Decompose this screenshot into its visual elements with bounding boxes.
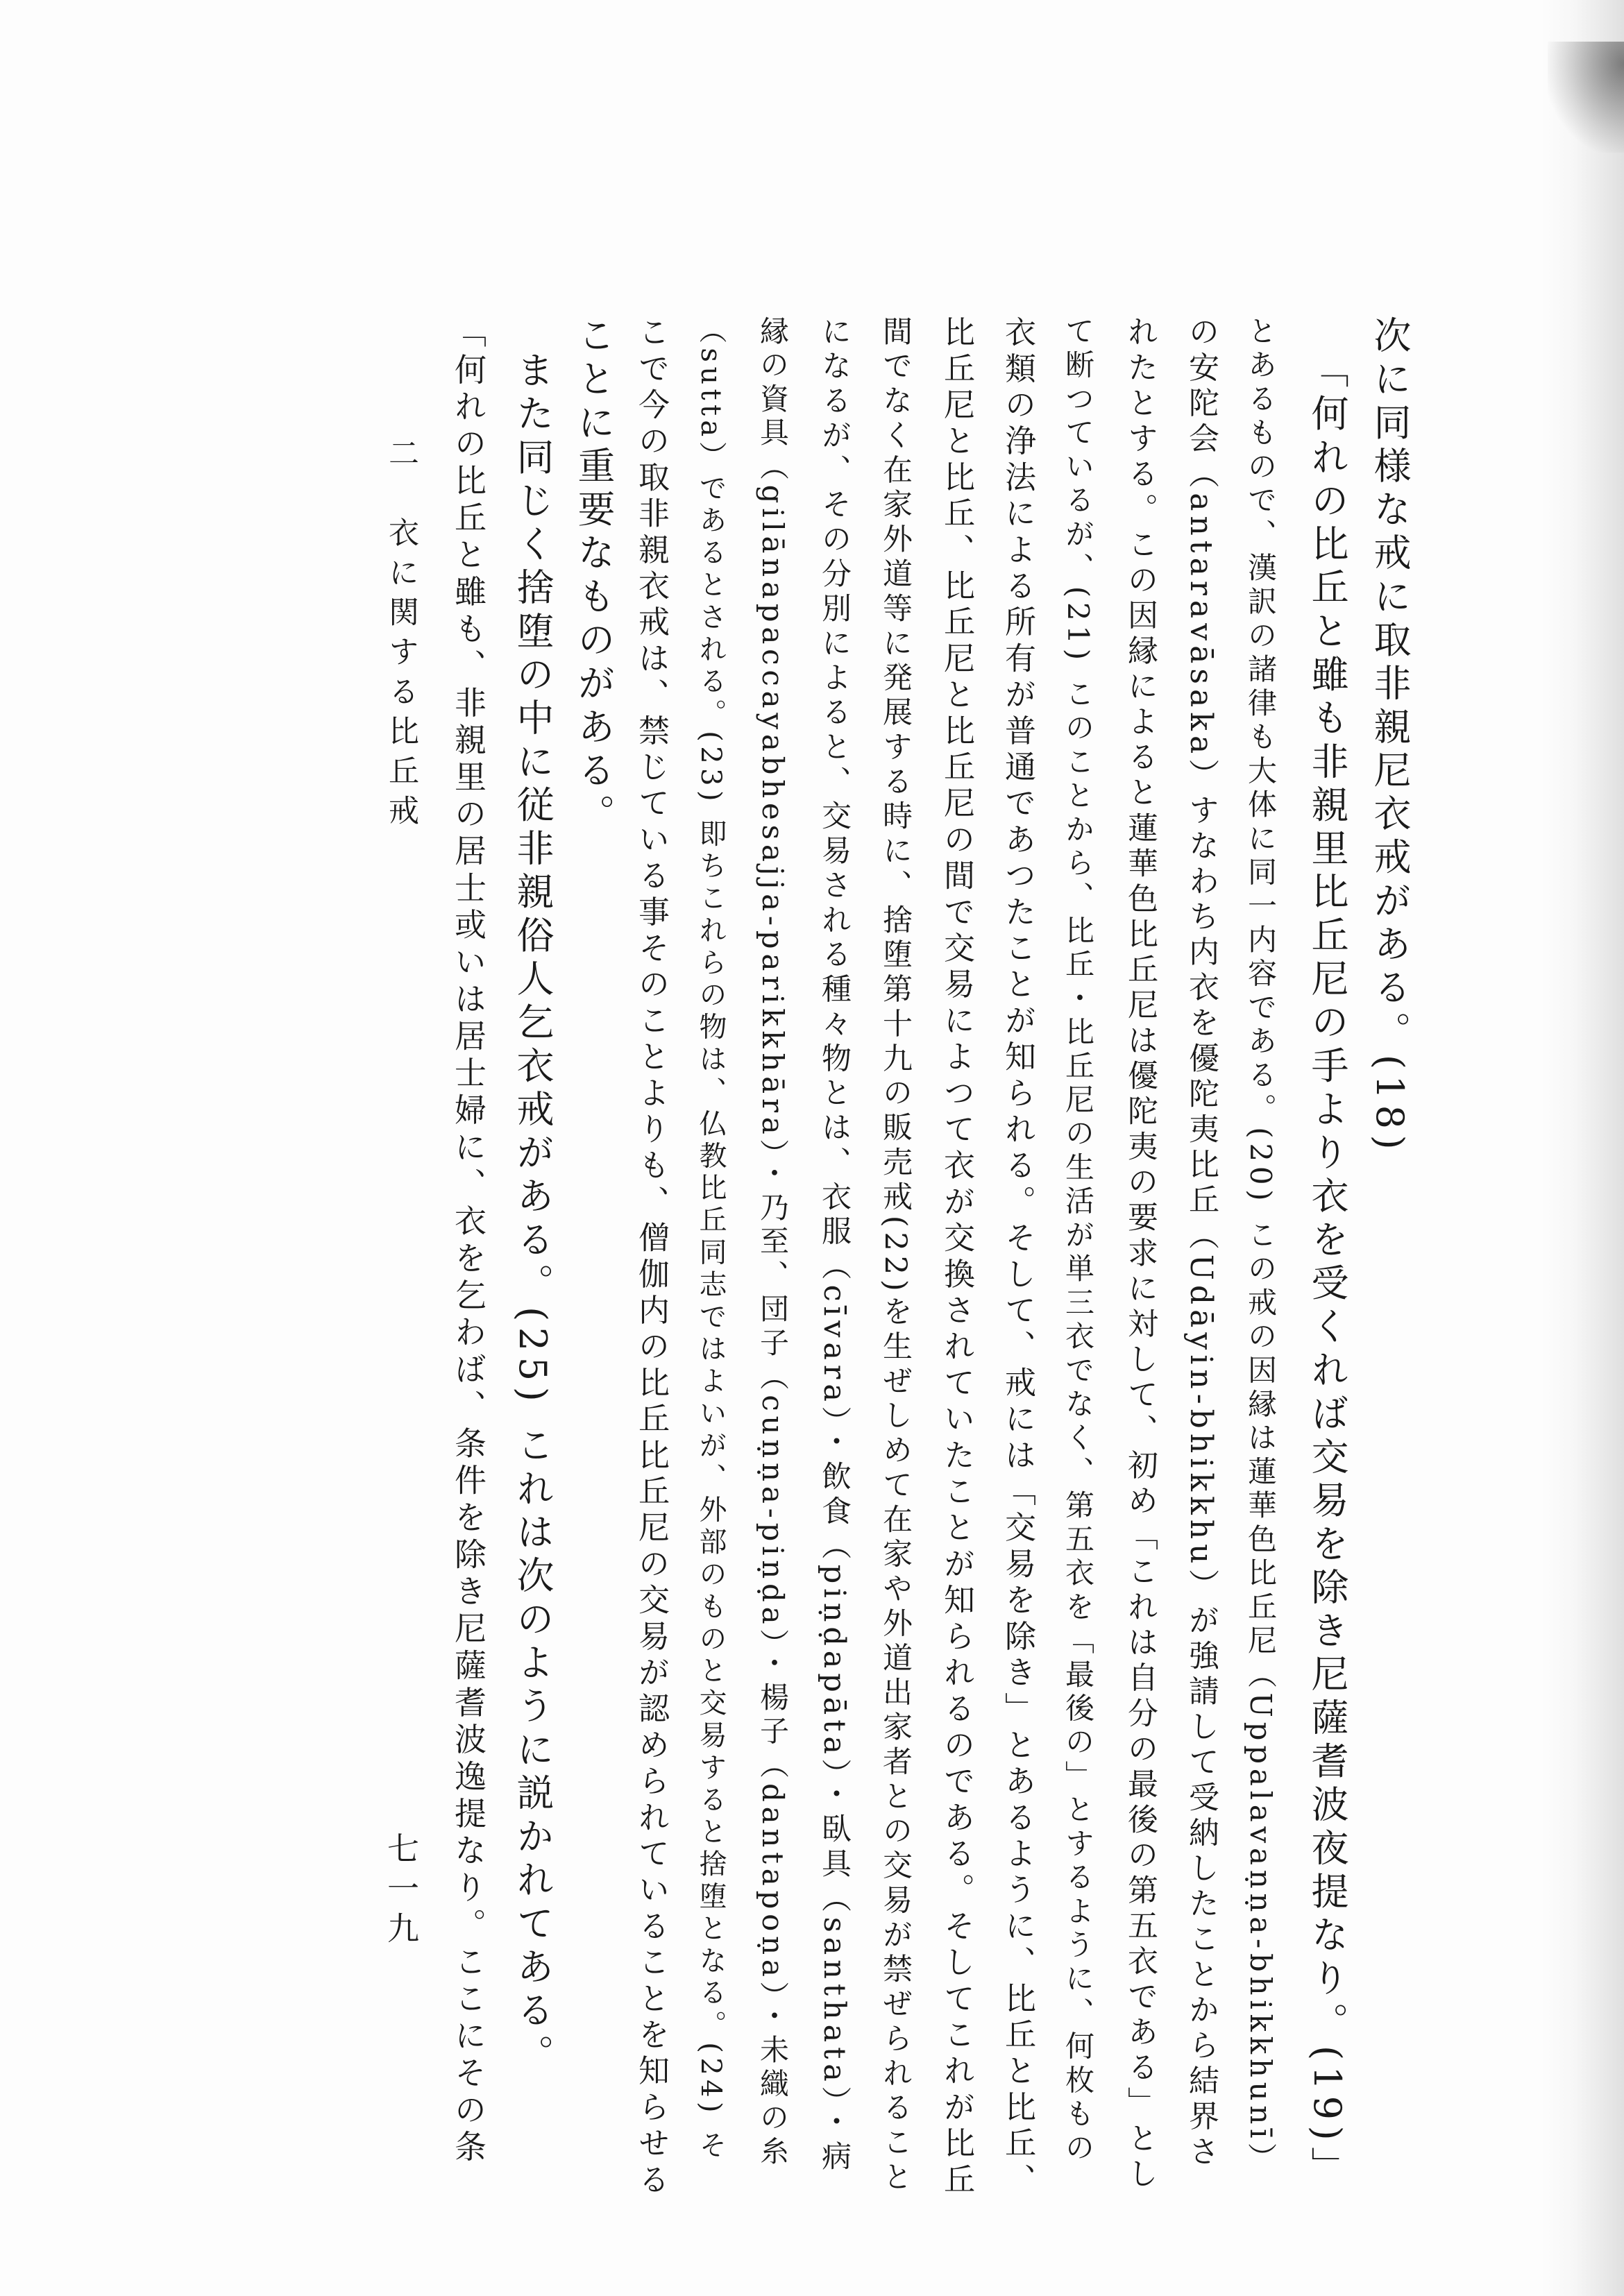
text-column-6: て断つているが、(21) このことから、比丘・比丘尼の生活が単三衣でなく、第五衣を「最後の」とするように、何枚もの <box>1061 316 1095 2166</box>
running-header: 二 衣に関する比丘戒 <box>383 437 418 834</box>
text-column-1: 次に同様な戒に取非親尼衣戒がある。(18) <box>1368 316 1412 1156</box>
scan-corner-shadow <box>1548 42 1624 153</box>
text-column-13: こで今の取非親衣戒は、禁じている事そのことよりも、僧伽内の比丘比丘尼の交易が認められていることを知らせる <box>633 316 670 2200</box>
scan-edge-shadow <box>1541 0 1624 2296</box>
text-column-11: 縁の資具（gilānapaccayabhesajja-parikkhāra）・乃至、団子（cuṇṇa-piṇḍa）・楊子（dantapoṇa）・未織の糸 <box>756 316 790 2170</box>
text-column-8: 比丘尼と比丘、比丘尼と比丘尼の間で交易によつて衣が交換されていたことが知られるのである。そしてこれが比丘 <box>938 316 975 2200</box>
text-column-5: れたとする。この因縁によると蓮華色比丘尼は優陀夷の要求に対して、初め「これは自分の最後の第五衣である」とし <box>1122 316 1158 2193</box>
text-column-12: （sutta）であるとされる。(23) 即ちこれらの物は、仏教比丘同志ではよいが、外部のものと交易すると捨堕となる。(24) そ <box>695 316 727 2163</box>
text-column-14: ことに重要なものがある。 <box>572 316 616 837</box>
text-column-4: の安陀会（antaravāsaka）すなわち内衣を優陀夷比丘（Udāyin-bhikkhu）が強請して受納したことから結界さ <box>1183 316 1219 2171</box>
text-column-10: になるが、その分別によると、交易される種々物とは、衣服（cīvara）・飲食（piṇḍapāta）・臥具（santhata）・病 <box>817 316 852 2175</box>
text-column-16: 「何れの比丘と雖も、非親里の居士或いは居士婦に、衣を乞わば、条件を除き尼薩耆波逸提なり。ここにその条 <box>450 316 487 2167</box>
text-column-3: とあるもので、漢訳の諸律も大体に同一内容である。(20) この戒の因縁は蓮華色比丘尼（Uppalavaṇṇa-bhikkhunī） <box>1244 316 1278 2177</box>
text-column-7: 衣類の浄法による所有が普通であつたことが知られる。そして、戒には「交易を除き」とあるように、比丘と比丘、 <box>999 316 1036 2200</box>
text-column-15: また同じく捨堕の中に従非親俗人乞衣戒がある。(25) これは次のように説かれてある。 <box>511 350 555 2077</box>
page-number: 七一九 <box>382 1832 420 1952</box>
text-column-9: 間でなく在家外道等に発展する時に、捨堕第十九の販売戒(22)を生ぜしめて在家や外道出家者との交易が禁ぜられること <box>878 316 913 2196</box>
text-column-2: 「何れの比丘と雖も非親里比丘尼の手より衣を受くれば交易を除き尼薩耆波夜提なり。(19)」 <box>1305 350 1349 2191</box>
